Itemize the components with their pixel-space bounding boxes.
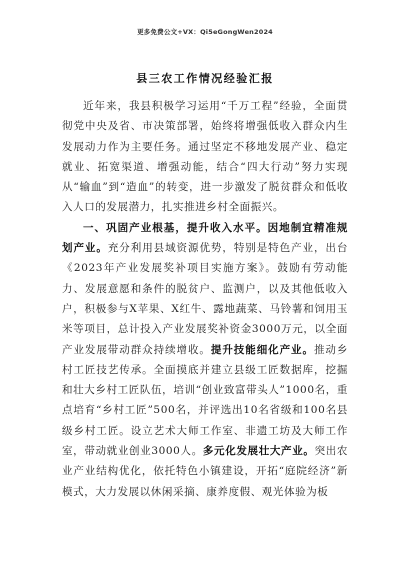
header-note: 更多免费公文+VX：Qi5eGongWen2024 [137,28,273,36]
subsection-heading-skills: 提升技能细化产业。 [210,343,314,356]
paragraph-text-skills: 推动乡村工匠技艺传承。全面摸底并建立县级工匠数据库，挖掘和壮大乡村工匠队伍，培训“创业致富带头人”1000名，重点培育“乡村工匠”500名，并评选出10名省级和100名县级乡村工匠。设立艺术大师工作室、非遗工坊及大师工作室，带动就业创业3000人。 [62,343,348,458]
paragraph-section-1 [62,218,348,502]
subsection-heading-planning: 因地制宜精准规划产业。 [62,221,348,255]
document-title: 县三农工作情况经验汇报 [136,72,274,85]
paragraph-text-diversified: 突出农业产业结构优化，依托特色小镇建设，开拓“庭院经济”新模式，大力发展以休闲采摘、康养度假、观光体验为板 [62,445,348,498]
section-heading: 一、巩固产业根基，提升收入水平。 [83,221,268,234]
paragraph-text-planning: 充分利用县域资源优势，特别是特色产业，出台《2023年产业发展奖补项目实施方案》。鼓励有劳动能力、发展意愿和条件的脱贫户、监测户，以及其他低收入户，积极参与X苹果、X红牛、露地蔬菜、马铃薯和饲用玉米等项目，总计投入产业发展奖补资金3000万元，以全面产业发展带动群众持续增收。 [62,242,348,356]
paragraph-intro: 近年来，我县积极学习运用“千万工程”经验，全面贯彻党中央及省、市决策部署，始终将增强低收入群众内生发展动力作为主要任务。通过坚定不移地发展产业、稳定就业、拓宽渠道、增强动能，结合“四大行动”努力实现从“输血”到“造血”的转变，进一步激发了脱贫群众和低收入人口的发展潜力，扎实推进乡村全面振兴。 [62,100,348,214]
document-body [62,96,348,502]
subsection-heading-diversified: 多元化发展壮大产业。 [202,445,315,458]
